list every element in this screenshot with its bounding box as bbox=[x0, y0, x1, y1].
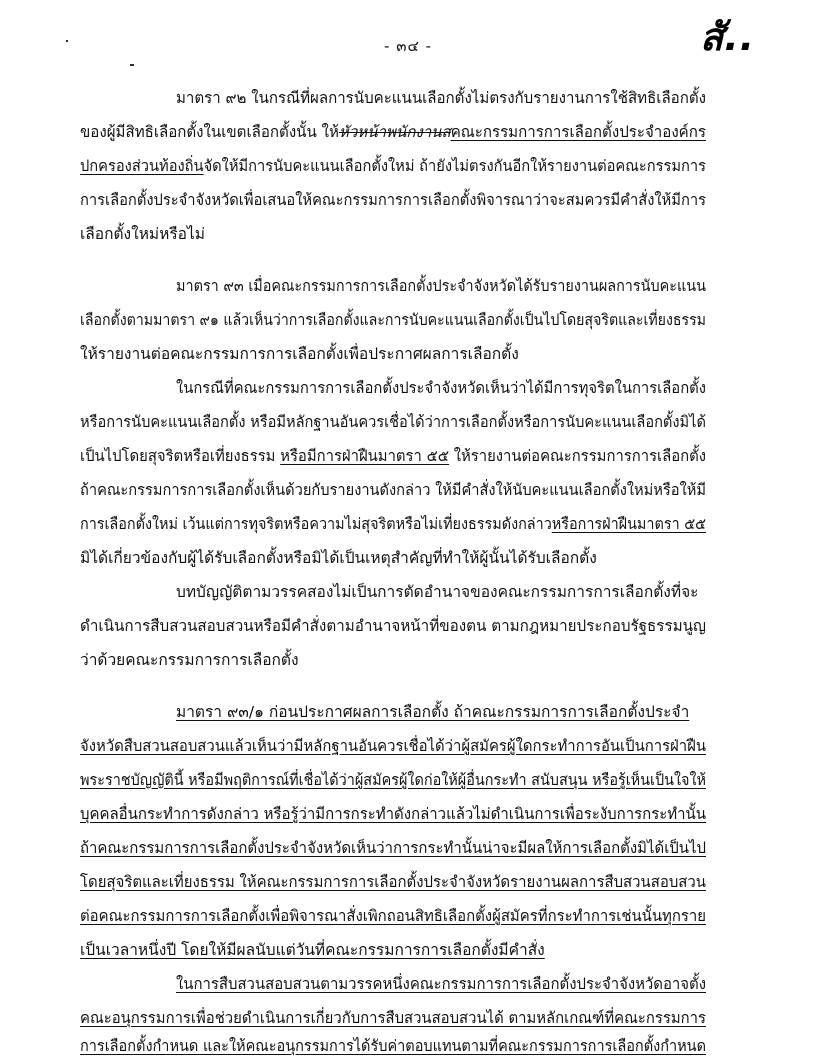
text-segment: ของผู้มีสิทธิเลือกตั้งในเขตเลือกตั้งนั้น ให้ bbox=[80, 123, 339, 141]
text-line bbox=[0, 88, 816, 108]
text-line bbox=[0, 548, 816, 568]
text-segment: หรือการนับคะแนนเลือกตั้ง หรือมีหลักฐานอันควรเชื่อได้ว่าการเลือกตั้งหรือการนับคะแนนเลือกตั้งมิได้ bbox=[80, 413, 706, 431]
text-line bbox=[0, 906, 816, 926]
text-line bbox=[0, 804, 816, 824]
amended-text: บุคคลอื่นกระทำการดังกล่าว หรือรู้ว่ามีการกระทำดังกล่าวแล้วไม่ดำเนินการเพื่อระงับการกระทำนั้น bbox=[80, 805, 706, 823]
text-line bbox=[0, 1036, 816, 1056]
text-line bbox=[0, 480, 816, 500]
amended-text: ต่อคณะกรรมการการเลือกตั้งเพื่อพิจารณาสั่งเพิกถอนสิทธิเลือกตั้งผู้สมัครที่กระทำการเช่นนั้นทุกราย bbox=[80, 907, 706, 925]
text-segment: มาตรา ๙๓ เมื่อคณะกรรมการการเลือกตั้งประจำจังหวัดได้รับรายงานผลการนับคะแนน bbox=[176, 277, 706, 295]
amended-text: การเลือกตั้งกำหนด และให้คณะอนุกรรมการได้รับค่าตอบแทนตามที่คณะกรรมการการเลือกตั้งกำหนด bbox=[80, 1037, 706, 1055]
amended-text: พระราชบัญญัตินี้ หรือมีพฤติการณ์ที่เชื่อได้ว่าผู้สมัครผู้ใดก่อให้ผู้อื่นกระทำ สนับสนุน หรือรู้เห็นเป็นใจให้ bbox=[80, 771, 706, 789]
text-line bbox=[0, 1008, 816, 1028]
text-line bbox=[0, 276, 816, 296]
text-line bbox=[0, 582, 816, 602]
handwritten-initial-mark: สั.. bbox=[700, 15, 756, 59]
text-line bbox=[0, 378, 816, 398]
text-segment: ในกรณีที่คณะกรรมการการเลือกตั้งประจำจังหวัดเห็นว่าได้มีการทุจริตในการเลือกตั้ง bbox=[176, 379, 706, 397]
deleted-text: หัวหน้าพนักงานส bbox=[338, 123, 451, 141]
scan-speck bbox=[66, 40, 68, 42]
text-line bbox=[0, 702, 816, 722]
text-line bbox=[0, 446, 816, 466]
amended-text: ในการสืบสวนสอบสวนตามวรรคหนึ่งคณะกรรมการการเลือกตั้งประจำจังหวัดอาจตั้ง bbox=[176, 975, 706, 993]
amended-text: หรือมีการฝ่าฝืนมาตรา ๕๕ bbox=[280, 447, 450, 465]
page-number: - ๓๔ - bbox=[384, 37, 432, 55]
text-line bbox=[0, 156, 816, 176]
text-line bbox=[0, 514, 816, 534]
text-line bbox=[0, 412, 816, 432]
text-segment: เลือกตั้งตามมาตรา ๙๑ แล้วเห็นว่าการเลือกตั้งและการนับคะแนนเลือกตั้งเป็นไปโดยสุจริตและเที่ยงธรรม bbox=[80, 311, 706, 329]
text-line bbox=[0, 344, 816, 364]
text-line bbox=[0, 974, 816, 994]
text-segment: เลือกตั้งใหม่หรือไม่ bbox=[80, 225, 205, 243]
amended-text: โดยสุจริตและเที่ยงธรรม ให้คณะกรรมการการเลือกตั้งประจำจังหวัดรายงานผลการสืบสวนสอบสวน bbox=[80, 873, 706, 891]
text-segment: มิได้เกี่ยวข้องกับผู้ได้รับเลือกตั้งหรือมิได้เป็นเหตุสำคัญที่ทำให้ผู้นั้นได้รับเลือกตั้ง bbox=[80, 549, 597, 567]
text-line bbox=[0, 770, 816, 790]
amended-text: คณะอนุกรรมการเพื่อช่วยดำเนินการเกี่ยวกับการสืบสวนสอบสวนได้ ตามหลักเกณฑ์ที่คณะกรรมการ bbox=[80, 1009, 706, 1027]
text-segment: ให้รายงานต่อคณะกรรมการการเลือกตั้งเพื่อประกาศผลการเลือกตั้ง bbox=[80, 345, 519, 363]
text-line bbox=[0, 736, 816, 756]
text-line bbox=[0, 310, 816, 330]
amended-text: จังหวัดสืบสวนสอบสวนแล้วเห็นว่ามีหลักฐานอันควรเชื่อได้ว่าผู้สมัครผู้ใดกระทำการอันเป็นการฝ่าฝืน bbox=[80, 737, 706, 755]
scan-speck bbox=[130, 64, 134, 66]
text-segment: ว่าด้วยคณะกรรมการการเลือกตั้ง bbox=[80, 651, 299, 669]
text-line bbox=[0, 224, 816, 244]
text-line bbox=[0, 190, 816, 210]
text-line bbox=[0, 838, 816, 858]
amended-text: หรือการฝ่าฝืนมาตรา ๕๕ bbox=[551, 515, 706, 533]
text-line bbox=[0, 650, 816, 670]
amended-text: มาตรา ๙๓/๑ ก่อนประกาศผลการเลือกตั้ง ถ้าคณะกรรมการการเลือกตั้งประจำ bbox=[176, 703, 690, 721]
text-segment: บทบัญญัติตามวรรคสองไม่เป็นการตัดอำนาจของคณะกรรมการการเลือกตั้งที่จะ bbox=[176, 583, 699, 601]
text-segment: การเลือกตั้งใหม่ เว้นแต่การทุจริตหรือความไม่สุจริตหรือไม่เที่ยงธรรมดังกล่าว bbox=[80, 515, 552, 533]
amended-text: เป็นเวลาหนึ่งปี โดยให้มีผลนับแต่วันที่คณะกรรมการการเลือกตั้งมีคำสั่ง bbox=[80, 941, 545, 959]
text-line bbox=[0, 940, 816, 960]
text-line bbox=[0, 616, 816, 636]
text-segment: ถ้าคณะกรรมการการเลือกตั้งเห็นด้วยกับรายงานดังกล่าว ให้มีคำสั่งให้นับคะแนนเลือกตั้งใหม่หรือให้มี bbox=[80, 481, 706, 499]
amended-text: ถ้าคณะกรรมการการเลือกตั้งประจำจังหวัดเห็นว่าการกระทำนั้นน่าจะมีผลให้การเลือกตั้งมิได้เป็นไป bbox=[80, 839, 706, 857]
amended-text: ปกครองส่วนท้องถิ่น bbox=[80, 157, 204, 175]
text-segment: มาตรา ๙๒ ในกรณีที่ผลการนับคะแนนเลือกตั้งไม่ตรงกับรายงานการใช้สิทธิเลือกตั้ง bbox=[176, 89, 706, 107]
text-segment: ดำเนินการสืบสวนสอบสวนหรือมีคำสั่งตามอำนาจหน้าที่ของตน ตามกฎหมายประกอบรัฐธรรมนูญ bbox=[80, 617, 706, 635]
text-segment: จัดให้มีการนับคะแนนเลือกตั้งใหม่ ถ้ายังไม่ตรงกันอีกให้รายงานต่อคณะกรรมการ bbox=[203, 157, 706, 175]
text-segment: เป็นไปโดยสุจริตหรือเที่ยงธรรม bbox=[80, 447, 281, 465]
text-line bbox=[0, 122, 816, 142]
text-segment: ให้รายงานต่อคณะกรรมการการเลือกตั้ง bbox=[449, 447, 706, 465]
text-line bbox=[0, 872, 816, 892]
text-segment: การเลือกตั้งประจำจังหวัดเพื่อเสนอให้คณะกรรมการการเลือกตั้งพิจารณาว่าจะสมควรมีคำสั่งให้มีการ bbox=[80, 191, 706, 209]
amended-text: คณะกรรมการการเลือกตั้งประจำองค์กร bbox=[450, 123, 706, 141]
